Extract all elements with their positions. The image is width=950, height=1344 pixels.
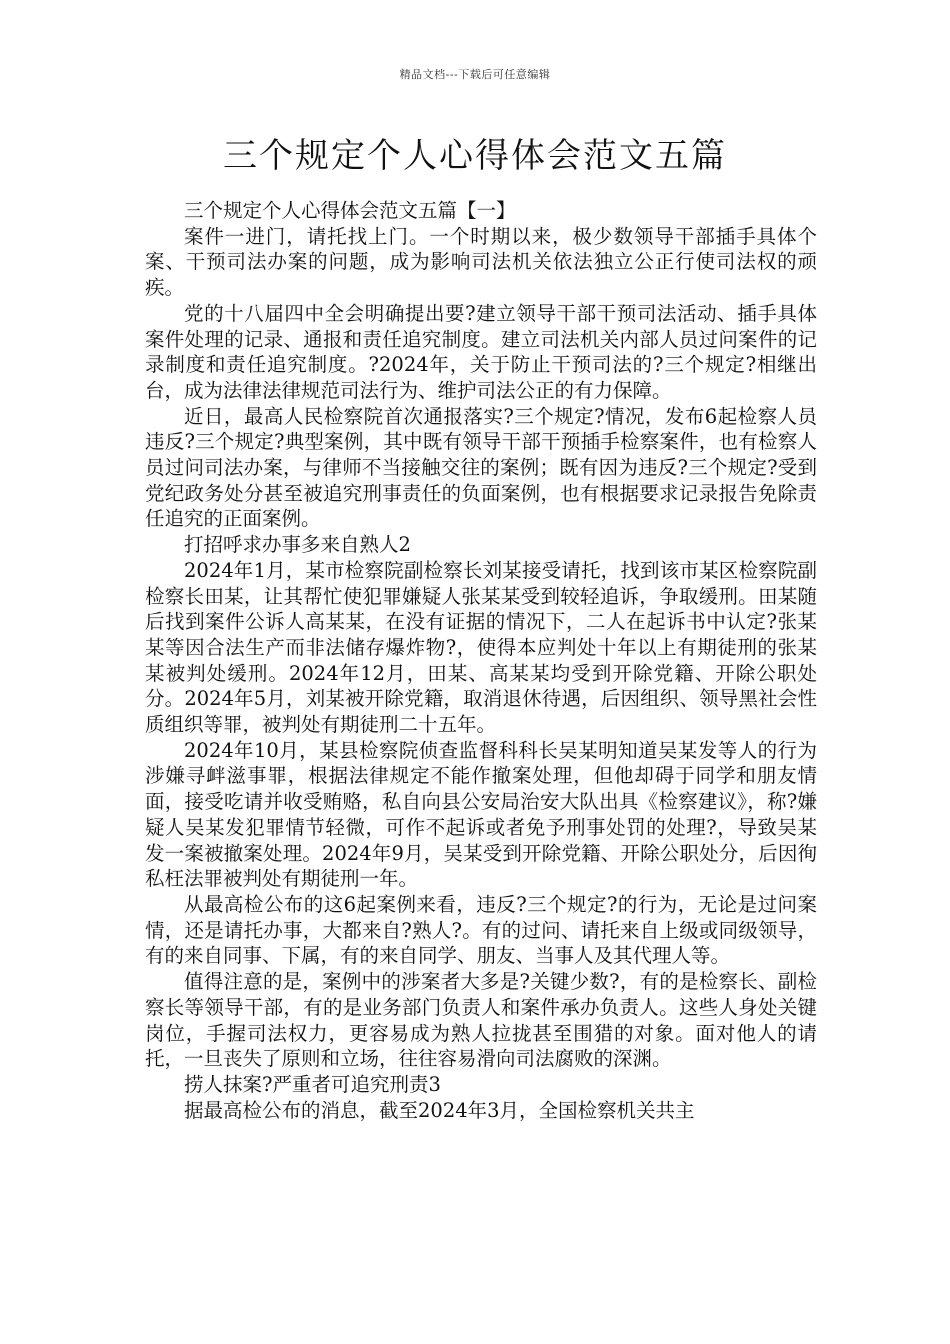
document-body	[145, 198, 817, 1123]
paragraph: 近日，最高人民检察院首次通报落实?三个规定?情况，发布6起检察人员违反?三个规定?典型案例，其中既有领导干部干预插手检察案件，也有检察人员过问司法办案，与律师不当接触交往的案例；既有因为违反?三个规定?受到党纪政务处分甚至被追究刑事责任的负面案例，也有根据要求记录报告免除责任追究的正面案例。	[145, 404, 817, 531]
paragraph: 据最高检公布的消息，截至2024年3月，全国检察机关共主	[184, 1098, 695, 1122]
subheading: 捞人抹案?严重者可追究刑责3	[184, 1072, 441, 1096]
paragraph: 2024年10月，某县检察院侦查监督科科长吴某明知道吴某发等人的行为涉嫌寻衅滋事罪，根据法律规定不能作撤案处理，但他却碍于同学和朋友情面，接受吃请并收受贿赂，私自向县公安局治安大队出具《检察建议》，称?嫌疑人吴某发犯罪情节轻微，可作不起诉或者免予刑事处罚的处理?，导致吴某发一案被撤案处理。2024年9月，吴某受到开除党籍、开除公职处分，后因徇私枉法罪被判处有期徒刑一年。	[145, 738, 817, 891]
paragraph: 2024年1月，某市检察院副检察长刘某接受请托，找到该市某区检察院副检察长田某，让其帮忙使犯罪嫌疑人张某某受到较轻追诉，争取缓刑。田某随后找到案件公诉人高某某，在没有证据的情况下，二人在起诉书中认定?张某某等因合法生产而非法储存爆炸物?，使得本应判处十年以上有期徒刑的张某某被判处缓刑。2024年12月，田某、高某某均受到开除党籍、开除公职处分。2024年5月，刘某被开除党籍，取消退休待遇，后因组织、领导黑社会性质组织等罪，被判处有期徒刑二十五年。	[145, 558, 817, 737]
header-note: 精品文档---下载后可任意编辑	[399, 68, 551, 81]
document-title: 三个规定个人心得体会范文五篇	[223, 136, 727, 176]
paragraph: 案件一进门，请托找上门。一个时期以来，极少数领导干部插手具体个案、干预司法办案的问题，成为影响司法机关依法独立公正行使司法权的顽疾。	[145, 224, 817, 300]
section-heading: 三个规定个人心得体会范文五篇【一】	[184, 199, 516, 222]
paragraph: 从最高检公布的这6起案例来看，违反?三个规定?的行为，无论是过问案情，还是请托办事，大都来自?熟人?。有的过问、请托来自上级或同级领导，有的来自同事、下属，有的来自同学、朋友、当事人及其代理人等。	[145, 892, 817, 968]
paragraph: 值得注意的是，案例中的涉案者大多是?关键少数?，有的是检察长、副检察长等领导干部，有的是业务部门负责人和案件承办负责人。这些人身处关键岗位，手握司法权力，更容易成为熟人拉拢甚至围猎的对象。面对他人的请托，一旦丧失了原则和立场，往往容易滑向司法腐败的深渊。	[145, 970, 817, 1071]
subheading: 打招呼求办事多来自熟人2	[184, 533, 411, 557]
paragraph: 党的十八届四中全会明确提出要?建立领导干部干预司法活动、插手具体案件处理的记录、通报和责任追究制度。建立司法机关内部人员过问案件的记录制度和责任追究制度。?2024年，关于防止干预司法的?三个规定?相继出台，成为法律法律规范司法行为、维护司法公正的有力保障。	[145, 301, 817, 402]
